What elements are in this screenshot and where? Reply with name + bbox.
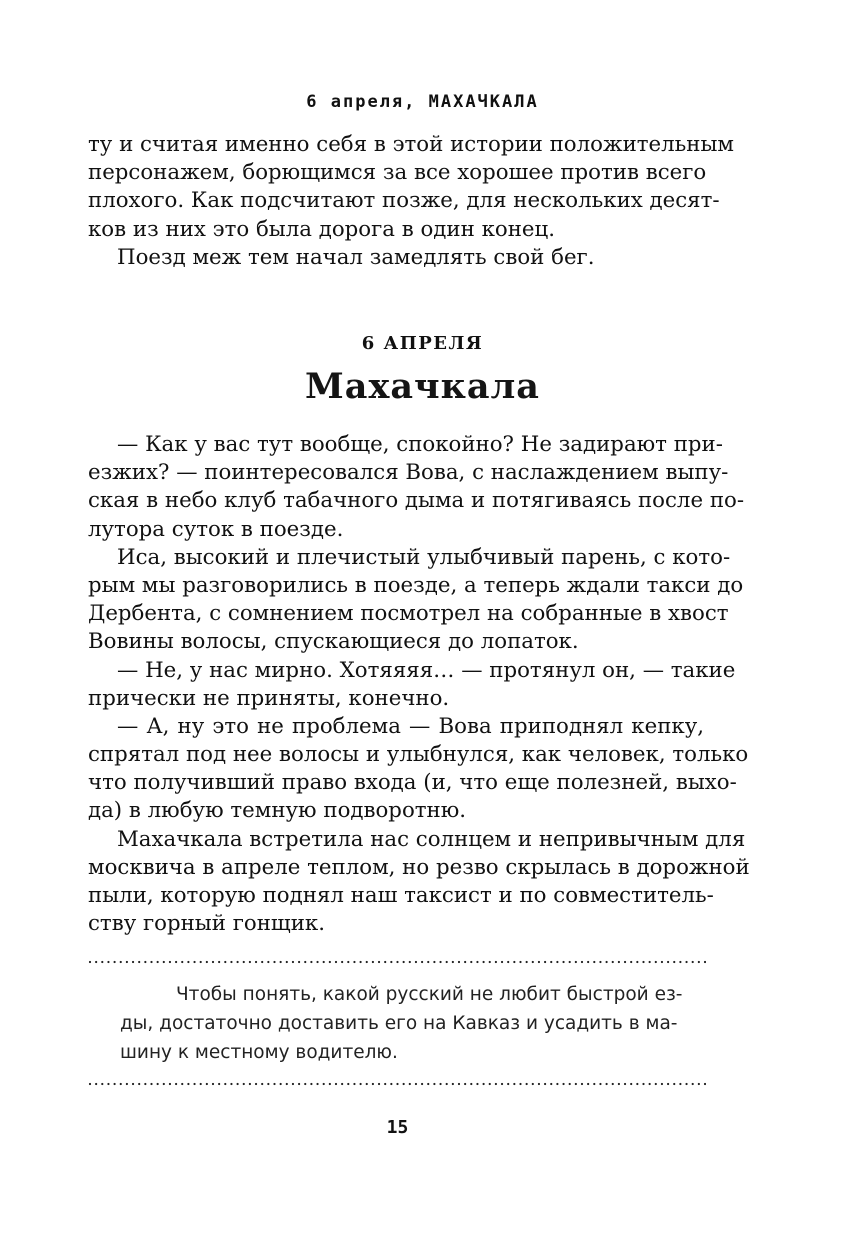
sidebar-quote bbox=[120, 980, 683, 1067]
quote-line: ды, достаточно доставить его на Кавказ и усадить в ма- bbox=[120, 1013, 678, 1034]
text-line: прически не приняты, конечно. bbox=[88, 685, 450, 711]
text-line: персонажем, борющимся за все хорошее против всего bbox=[88, 160, 707, 186]
text-line: спрятал под нее волосы и улыбнулся, как человек, только bbox=[88, 742, 749, 768]
text-line: Дербента, с сомнением посмотрел на собранные в хвост bbox=[88, 601, 729, 627]
dotted-divider-top bbox=[88, 960, 706, 964]
text-line: Махачкала встретила нас солнцем и непривычным для bbox=[117, 826, 746, 852]
chapter-body bbox=[88, 431, 750, 938]
text-line: лутора суток в поезде. bbox=[88, 516, 344, 542]
text-line: плохого. Как подсчитают позже, для нескольких десят- bbox=[88, 188, 720, 214]
text-line: Вовины волосы, спускающиеся до лопаток. bbox=[88, 629, 579, 655]
text-line: рым мы разговорились в поезде, а теперь ждали такси до bbox=[88, 572, 744, 598]
quote-line: шину к местному водителю. bbox=[120, 1042, 398, 1063]
text-line: ту и считая именно себя в этой истории положительным bbox=[88, 132, 734, 157]
text-line: Иса, высокий и плечистый улыбчивый парень, с кото- bbox=[117, 544, 731, 570]
text-line: москвича в апреле теплом, но резво скрылась в дорожной bbox=[88, 854, 750, 880]
text-line: — Не, у нас мирно. Хотяяяя… — протянул он, — такие bbox=[117, 657, 736, 683]
chapter-title: Махачкала bbox=[305, 366, 540, 407]
text-line: ков из них это была дорога в один конец. bbox=[88, 216, 555, 242]
quote-line: Чтобы понять, какой русский не любит быстрой ез- bbox=[176, 984, 683, 1005]
text-line: что получивший право входа (и, что еще полезней, выхо- bbox=[88, 770, 737, 796]
text-line: ская в небо клуб табачного дыма и потягиваясь после по- bbox=[88, 488, 745, 514]
text-line: Поезд меж тем начал замедлять свой бег. bbox=[117, 244, 595, 270]
running-head: 6 апреля, МАХАЧКАЛА bbox=[306, 92, 539, 112]
text-line: пыли, которую поднял наш таксист и по совместитель- bbox=[88, 883, 714, 908]
chapter-date: 6 АПРЕЛЯ bbox=[361, 333, 484, 354]
text-line: — Как у вас тут вообще, спокойно? Не задирают при- bbox=[117, 432, 723, 457]
text-line: — А, ну это не проблема — Вова приподнял кепку, bbox=[117, 713, 704, 739]
intro-paragraphs bbox=[88, 131, 734, 272]
text-line: езжих? — поинтересовался Вова, с наслаждением выпу- bbox=[88, 460, 729, 486]
dotted-divider-bottom bbox=[88, 1082, 706, 1086]
text-line: ству горный гонщик. bbox=[88, 911, 325, 937]
page-number: 15 bbox=[386, 1117, 409, 1138]
text-line: да) в любую темную подворотню. bbox=[88, 798, 467, 824]
